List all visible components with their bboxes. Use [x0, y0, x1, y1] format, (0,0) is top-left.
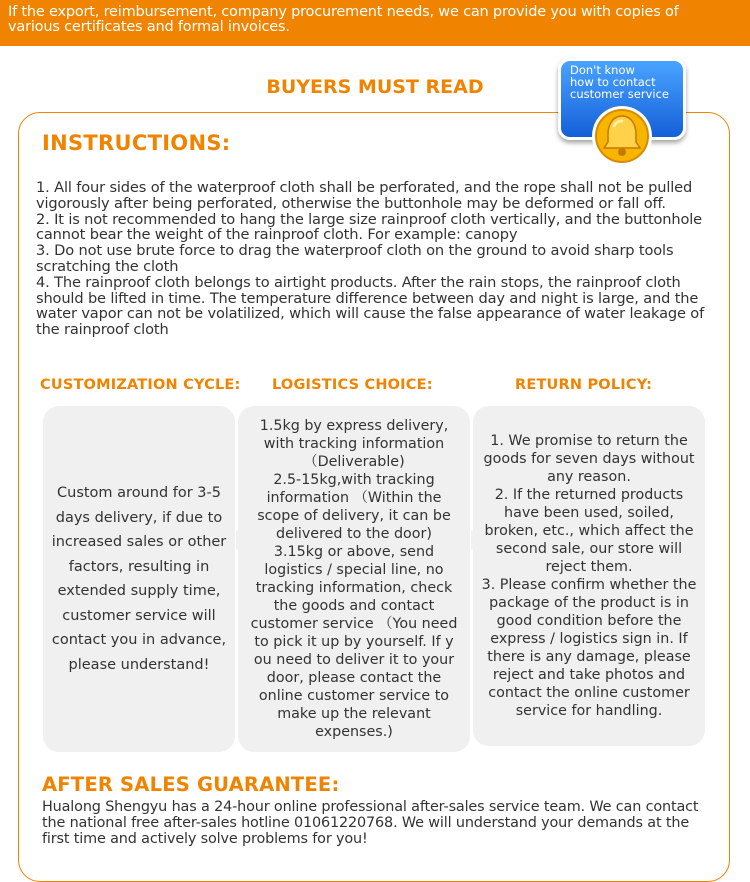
logistics-line: to pick it up by yourself. If y: [254, 634, 454, 650]
returns-text: [482, 432, 697, 720]
returns-line: express / logistics sign in. If: [490, 631, 688, 647]
return-policy-heading: RETURN POLICY:: [515, 377, 653, 393]
returns-line: good condition before the: [496, 613, 682, 629]
returns-line: have been used, soiled,: [504, 505, 674, 521]
instruction-line: 4. The rainproof cloth belongs to airtight products. After the rain stops, the rainproof cloth: [36, 273, 681, 291]
instruction-line: 2. It is not recommended to hang the large size rainproof cloth vertically, and the buttonhole: [36, 210, 703, 228]
customization-line: days delivery, if due to: [55, 509, 223, 526]
logistics-line: 1.5kg by express delivery,: [259, 418, 449, 434]
logistics-text: [251, 417, 458, 741]
instruction-line: the rainproof cloth: [36, 321, 169, 339]
after-sales-body: [42, 799, 732, 847]
badge-line-2: how to contact: [570, 75, 656, 89]
badge-line-1: Don't know: [570, 63, 635, 77]
instruction-line: vigorously after being perforated, otherwise the buttonhole may be deformed or fall off.: [36, 194, 666, 212]
logistics-line: ou need to deliver it to your: [253, 652, 455, 668]
returns-line: 1. We promise to return the: [490, 433, 688, 449]
logistics-line: tracking information, check: [255, 580, 453, 596]
logistics-line: customer service （You need: [250, 616, 458, 632]
customization-line: extended supply time,: [57, 583, 221, 599]
customization-line: increased sales or other: [51, 534, 227, 550]
customization-card: [43, 406, 235, 752]
logistics-line: logistics / special line, no: [264, 562, 444, 578]
returns-line: there is any damage, please: [487, 649, 691, 665]
logistics-line: the goods and contact: [273, 598, 435, 614]
customization-line: customer service will: [62, 607, 216, 624]
returns-line: 3. Please confirm whether the: [481, 577, 697, 593]
logistics-line: online customer service to: [258, 688, 450, 704]
logistics-line: make up the relevant: [277, 706, 431, 722]
instruction-line: scratching the cloth: [36, 257, 179, 275]
logistics-line: with tracking information: [263, 436, 445, 452]
returns-line: reject and take photos and: [492, 667, 686, 683]
returns-line: package of the product is in: [489, 595, 689, 611]
logistics-line: door, please contact the: [266, 670, 442, 686]
logistics-card: [238, 406, 470, 752]
banner-line-1: If the export, reimbursement, company procurement needs, we can provide you with copies of: [8, 4, 679, 20]
customization-line: contact you in advance,: [51, 632, 227, 648]
returns-line: goods for seven days without: [483, 451, 695, 467]
buyers-must-read-heading: BUYERS MUST READ: [266, 76, 484, 98]
instruction-line: cannot bear the weight of the rainproof cloth. For example: canopy: [36, 226, 518, 244]
logistics-choice-heading: LOGISTICS CHOICE:: [272, 377, 433, 393]
top-banner: [0, 0, 750, 46]
logistics-line: information （Within the: [266, 490, 442, 506]
after-sales-line: first time and actively solve problems for you!: [42, 831, 368, 847]
return-policy-card: [473, 406, 705, 746]
instructions-body: [36, 180, 726, 338]
customization-line: please understand!: [68, 656, 210, 673]
returns-line: contact the online customer: [488, 685, 690, 701]
customization-line: Custom around for 3-5: [57, 485, 221, 501]
bell-icon: [588, 102, 656, 168]
after-sales-line: Hualong Shengyu has a 24-hour online professional after-sales service team. We can contact: [42, 799, 699, 815]
logistics-line: delivered to the door): [276, 526, 432, 542]
logistics-line: 2.5-15kg,with tracking: [273, 472, 435, 488]
returns-line: reject them.: [545, 559, 633, 575]
instruction-line: 3. Do not use brute force to drag the waterproof cloth on the ground to avoid sharp tools: [36, 242, 674, 260]
returns-line: service for handling.: [515, 703, 663, 719]
logistics-line: expenses.): [315, 724, 393, 740]
contact-customer-service-badge[interactable]: [558, 58, 686, 168]
instructions-title: INSTRUCTIONS:: [42, 131, 231, 155]
badge-line-3: customer service: [570, 87, 670, 101]
after-sales-title: AFTER SALES GUARANTEE:: [42, 773, 340, 796]
customization-cycle-heading: CUSTOMIZATION CYCLE:: [40, 377, 241, 393]
logistics-line: scope of delivery, it can be: [257, 508, 451, 524]
returns-line: second sale, our store will: [495, 541, 683, 557]
returns-line: 2. If the returned products: [494, 487, 684, 503]
banner-line-2: various certificates and formal invoices.: [8, 19, 290, 35]
instruction-line: water vapor can not be volatilized, which will cause the false appearance of water leakage of: [36, 305, 705, 323]
logistics-line: （Deliverable): [303, 454, 405, 470]
after-sales-line: the national free after-sales hotline 01061220768. We will understand your demands at the: [42, 815, 690, 831]
instruction-line: 1. All four sides of the waterproof cloth shall be perforated, and the rope shall not be pulled: [36, 179, 693, 196]
returns-line: any reason.: [547, 469, 631, 485]
badge-text: [570, 64, 680, 100]
instruction-line: should be lifted in time. The temperature difference between day and night is large, and the: [36, 289, 699, 307]
logistics-line: 3.15kg or above, send: [273, 544, 435, 560]
returns-line: broken, etc., which affect the: [484, 523, 694, 539]
customization-line: factors, resulting in: [68, 558, 210, 575]
customization-text: [52, 481, 227, 677]
